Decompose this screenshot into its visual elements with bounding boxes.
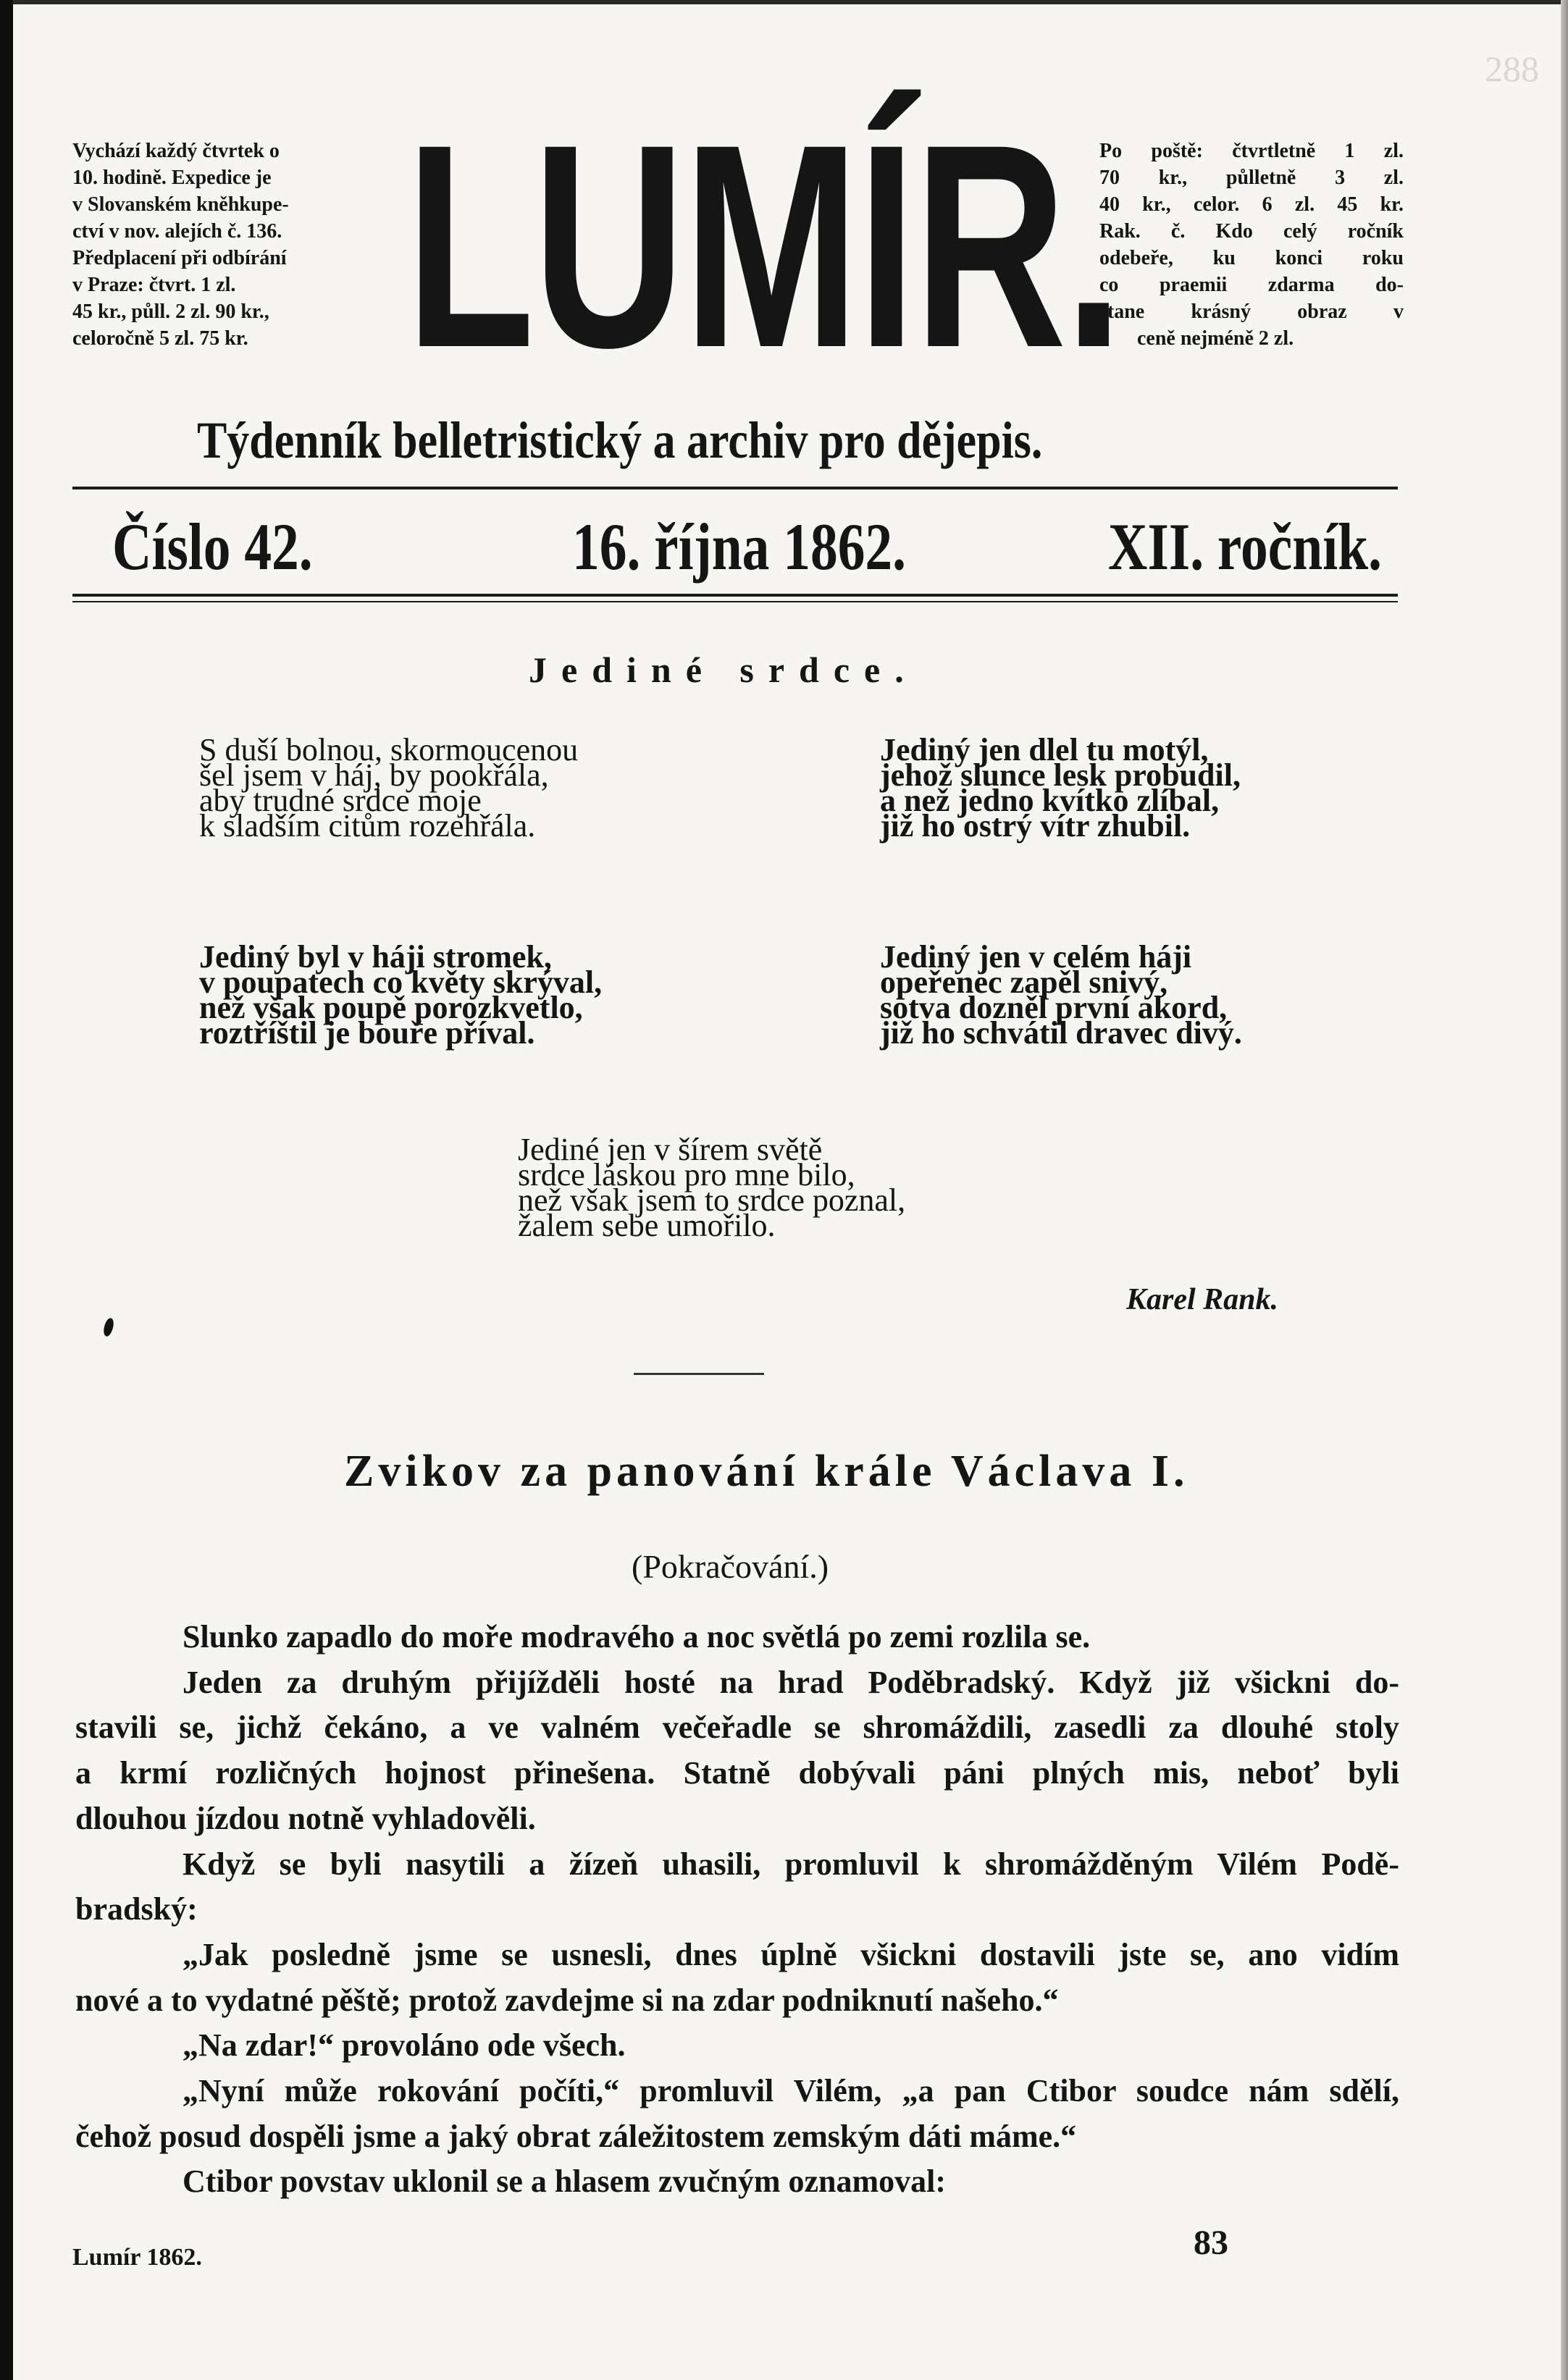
poem-line: v poupatech co květy skrýval,: [199, 964, 603, 1000]
header-rule-bottom-thick: [72, 594, 1398, 597]
poem-line: a než jedno kvítko zlíbal,: [880, 783, 1220, 818]
masthead-left-line: v Praze: čtvrt. 1 zl.: [72, 274, 236, 296]
masthead-left-line: 10. hodině. Expedice je: [72, 167, 272, 189]
poem-line: Jediný byl v háji stromek,: [199, 939, 552, 975]
article-line: Když se byli nasytili a žízeň uhasili, promluvil k shromážděným Vilém Podě-: [183, 1846, 1399, 1882]
masthead-right-line: Po poště: čtvrtletně 1 zl.: [1099, 140, 1404, 162]
poem-line: roztříštil je bouře příval.: [199, 1015, 535, 1051]
poem-line: aby trudné srdce moje: [199, 783, 482, 818]
article-line: čehož posud dospěli jsme a jaký obrat záležitostem zemským dáti máme.“: [75, 2118, 1077, 2154]
scan-top-edge: [13, 0, 1568, 4]
masthead-left-line: v Slovanském kněhkupe-: [72, 193, 289, 216]
article-line: stavili se, jichž čekáno, a ve valném večeřadle se shromáždili, zasedli za dlouhé stoly: [75, 1710, 1399, 1746]
header-rule-top: [72, 487, 1398, 489]
poem-stanza-3: [199, 939, 603, 1051]
header-rule-bottom-thin: [72, 601, 1398, 602]
article-line: dlouhou jízdou notně vyhladověli.: [75, 1800, 536, 1836]
poem-stanza-4: [880, 939, 1242, 1051]
article-line: Ctibor povstav uklonil se a hlasem zvučným oznamoval:: [183, 2164, 947, 2200]
poem-line: srdce láskou pro mne bilo,: [518, 1157, 855, 1193]
masthead-postal-info: [1099, 138, 1404, 352]
issue-number: Číslo 42.: [112, 510, 313, 584]
masthead-subscription-info: [72, 138, 384, 352]
article-line: Slunko zapadlo do moře modravého a noc světlá po zemi rozlila se.: [183, 1619, 1091, 1654]
poem-line: než však jsem to srdce poznal,: [518, 1182, 906, 1218]
poem-line: již ho ostrý vítr zhubil.: [880, 808, 1191, 844]
article-line: „Nyní může rokování počíti,“ promluvil Vilém, „a pan Ctibor soudce nám sdělí,: [183, 2073, 1399, 2109]
article-line: „Na zdar!“ provoláno ode všech.: [183, 2027, 626, 2064]
masthead-right-line: 70 kr., půlletně 3 zl.: [1099, 167, 1404, 189]
masthead-left-line: 45 kr., půll. 2 zl. 90 kr.,: [72, 300, 269, 323]
masthead-right-line: ceně nejméně 2 zl.: [1137, 327, 1294, 350]
poem-line: žalem sebe umořilo.: [518, 1208, 776, 1243]
poem-stanza-1: [199, 732, 579, 844]
poem-line: šel jsem v háj, by pookřála,: [199, 757, 549, 793]
footer-signature: Lumír 1862.: [72, 2244, 202, 2271]
poem-line: S duší bolnou, skormoucenou: [199, 732, 579, 768]
article-line: bradský:: [75, 1891, 198, 1927]
poem-title: Jediné srdce.: [529, 649, 918, 690]
poem-stanza-2: [880, 732, 1241, 844]
poem-line: k sladším citům rozehřála.: [199, 808, 536, 844]
issue-volume: XII. ročník.: [1108, 510, 1382, 584]
masthead-right-line: Rak. č. Kdo celý ročník: [1099, 220, 1404, 243]
poem-line: než však poupě porozkvetlo,: [199, 990, 583, 1025]
newspaper-title: LUMÍR.: [406, 84, 1122, 408]
poem-line: již ho schvátil dravec divý.: [880, 1015, 1242, 1051]
section-separator: [634, 1373, 764, 1375]
masthead-left-line: ctví v nov. alejích č. 136.: [72, 220, 282, 243]
article-line: Jeden za druhým přijížděli hosté na hrad Poděbradský. Když již všickni do-: [183, 1664, 1399, 1700]
poem-stanza-5: [518, 1132, 906, 1243]
article-line: „Jak posledně jsme se usnesli, dnes úplně všickni dostavili jste se, ano vidím: [183, 1936, 1399, 1972]
newspaper-subtitle: Týdenník belletristický a archiv pro dějepis.: [197, 411, 1043, 469]
masthead-right-line: stane krásný obraz v: [1099, 300, 1404, 323]
poem-line: jehož slunce lesk probudil,: [880, 757, 1241, 793]
poem-line: Jediný jen v celém háji: [880, 939, 1192, 975]
poem-line: Jediné jen v šírem světě: [518, 1132, 823, 1167]
bleed-through-page-number: 288: [1485, 49, 1539, 89]
poem-line: opeřenec zapěl snivý,: [880, 964, 1168, 1000]
poem-line: Jediný jen dlel tu motýl,: [880, 732, 1209, 768]
page-number: 83: [1194, 2224, 1228, 2262]
masthead-right-line: 40 kr., celor. 6 zl. 45 kr.: [1099, 193, 1404, 216]
article-continued-note: (Pokračování.): [632, 1548, 829, 1585]
poem-author: Karel Rank.: [1126, 1283, 1279, 1316]
masthead-left-line: celoročně 5 zl. 75 kr.: [72, 327, 248, 350]
article-title: Zvikov za panování krále Václava I.: [344, 1447, 1189, 1496]
scan-right-edge: [1561, 0, 1568, 2380]
masthead-left-line: Vychází každý čtvrtek o: [72, 140, 280, 162]
issue-date: 16. října 1862.: [572, 510, 907, 584]
article-line: nové a to vydatné pěště; protož zavdejme si na zdar podniknutí našeho.“: [75, 1982, 1059, 2018]
scan-border: [0, 0, 13, 2380]
poem-line: sotva dozněl první akord,: [880, 990, 1228, 1025]
masthead-left-line: Předplacení při odbírání: [72, 247, 287, 269]
masthead-right-line: odebeře, ku konci roku: [1099, 247, 1404, 269]
masthead-right-line: co praemii zdarma do-: [1099, 274, 1404, 296]
article-body: [75, 1615, 1399, 2205]
article-line: a krmí rozličných hojnost přinešena. Statně dobývali páni plných mis, neboť byli: [75, 1755, 1399, 1791]
